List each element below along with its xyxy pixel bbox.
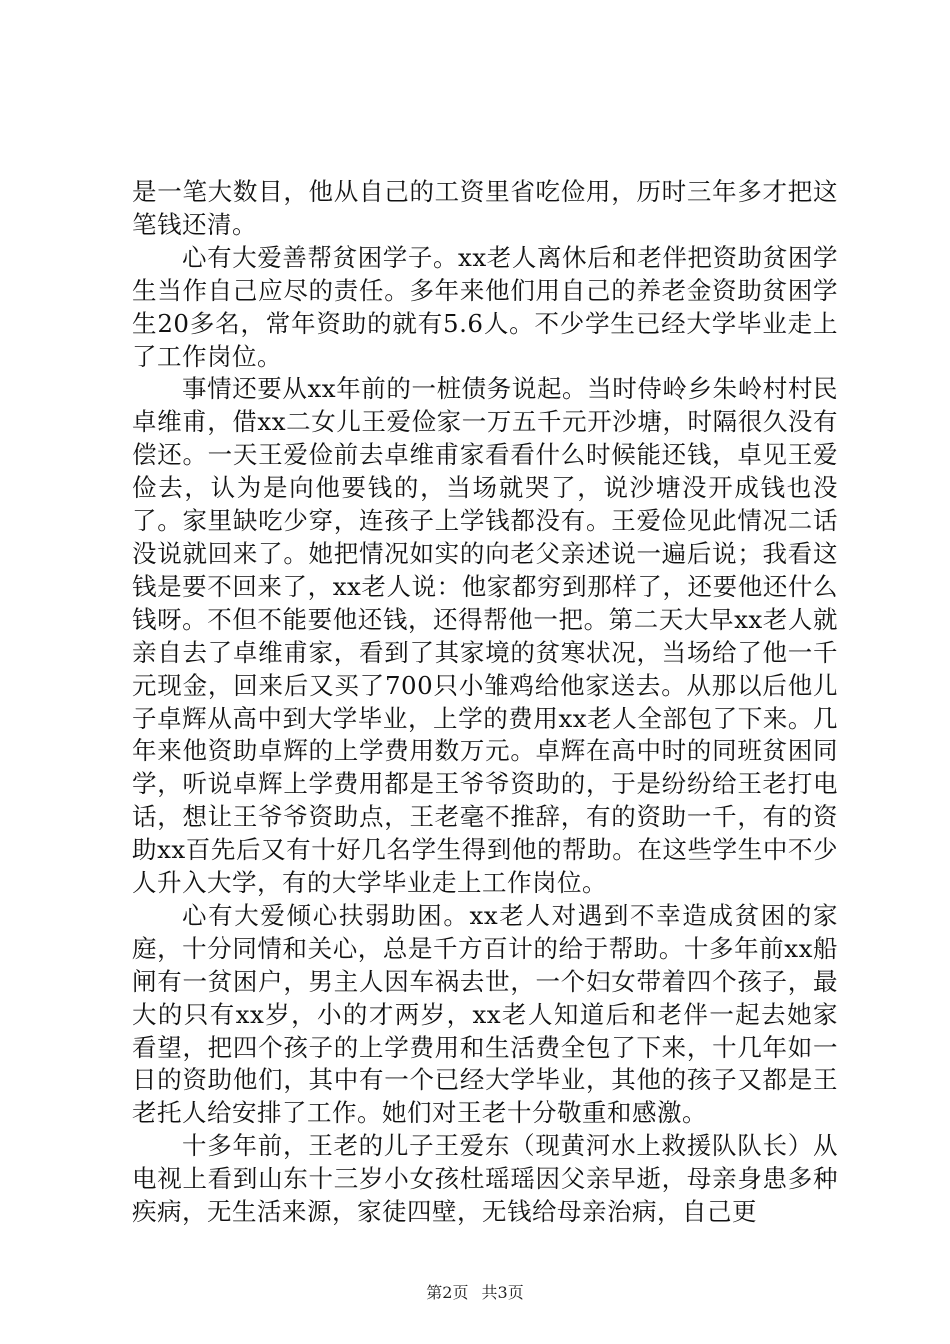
paragraph-help-weak-families: 心有大爱倾心扶弱助困。xx老人对遇到不幸造成贫困的家庭，十分同情和关心，总是千方百计的给于帮助。十多年前xx船闸有一贫困户，男主人因车祸去世，一个妇女带着四个孩子，最大的只有xx岁，小的才两岁，xx老人知道后和老伴一起去她家看望，把四个孩子的上学费用和生活费全包了下来，十几年如一日的资助他们，其中有一个已经大学毕业，其他的孩子又都是王老托人给安排了工作。她们对王老十分敬重和感激。 (132, 900, 838, 1128)
document-body (132, 176, 838, 1229)
paragraph-continuation: 是一笔大数目，他从自己的工资里省吃俭用，历时三年多才把这笔钱还清。 (132, 177, 838, 239)
paragraph-help-poor-students: 心有大爱善帮贫困学子。xx老人离休后和老伴把资助贫困学生当作自己应尽的责任。多年来他们用自己的养老金资助贫困学生20多名，常年资助的就有5.6人。不少学生已经大学毕业走上了工作岗位。 (132, 242, 838, 371)
page-footer (0, 1283, 950, 1303)
paragraph-son-story: 十多年前，王老的儿子王爱东（现黄河水上救援队队长）从电视上看到山东十三岁小女孩杜瑶瑶因父亲早逝，母亲身患多种疾病，无生活来源，家徒四壁，无钱给母亲治病，自己更 (132, 1131, 838, 1227)
page-number: 第2页 (426, 1283, 469, 1302)
paragraph-debt-story: 事情还要从xx年前的一桩债务说起。当时侍岭乡朱岭村村民卓维甫，借xx二女儿王爱俭家一万五千元开沙塘，时隔很久没有偿还。一天王爱俭前去卓维甫家看看什么时候能还钱，卓见王爱俭去，认为是向他要钱的，当场就哭了，说沙塘没开成钱也没了。家里缺吃少穿，连孩子上学钱都没有。王爱俭见此情况二话没说就回来了。她把情况如实的向老父亲述说一遍后说；我看这钱是要不回来了，xx老人说：他家都穷到那样了，还要他还什么钱呀。不但不能要他还钱，还得帮他一把。第二天大早xx老人就亲自去了卓维甫家，看到了其家境的贫寒状况，当场给了他一千元现金，回来后又买了700只小雏鸡给他家送去。从那以后他儿子卓辉从高中到大学毕业，上学的费用xx老人全部包了下来。几年来他资助卓辉的上学费用数万元。卓辉在高中时的同班贫困同学，听说卓辉上学费用都是王爷爷资助的，于是纷纷给王老打电话，想让王爷爷资助点，王老毫不推辞，有的资助一千，有的资助xx百先后又有十好几名学生得到他的帮助。在这些学生中不少人升入大学，有的大学毕业走上工作岗位。 (132, 374, 838, 898)
page-total: 共3页 (481, 1283, 524, 1302)
